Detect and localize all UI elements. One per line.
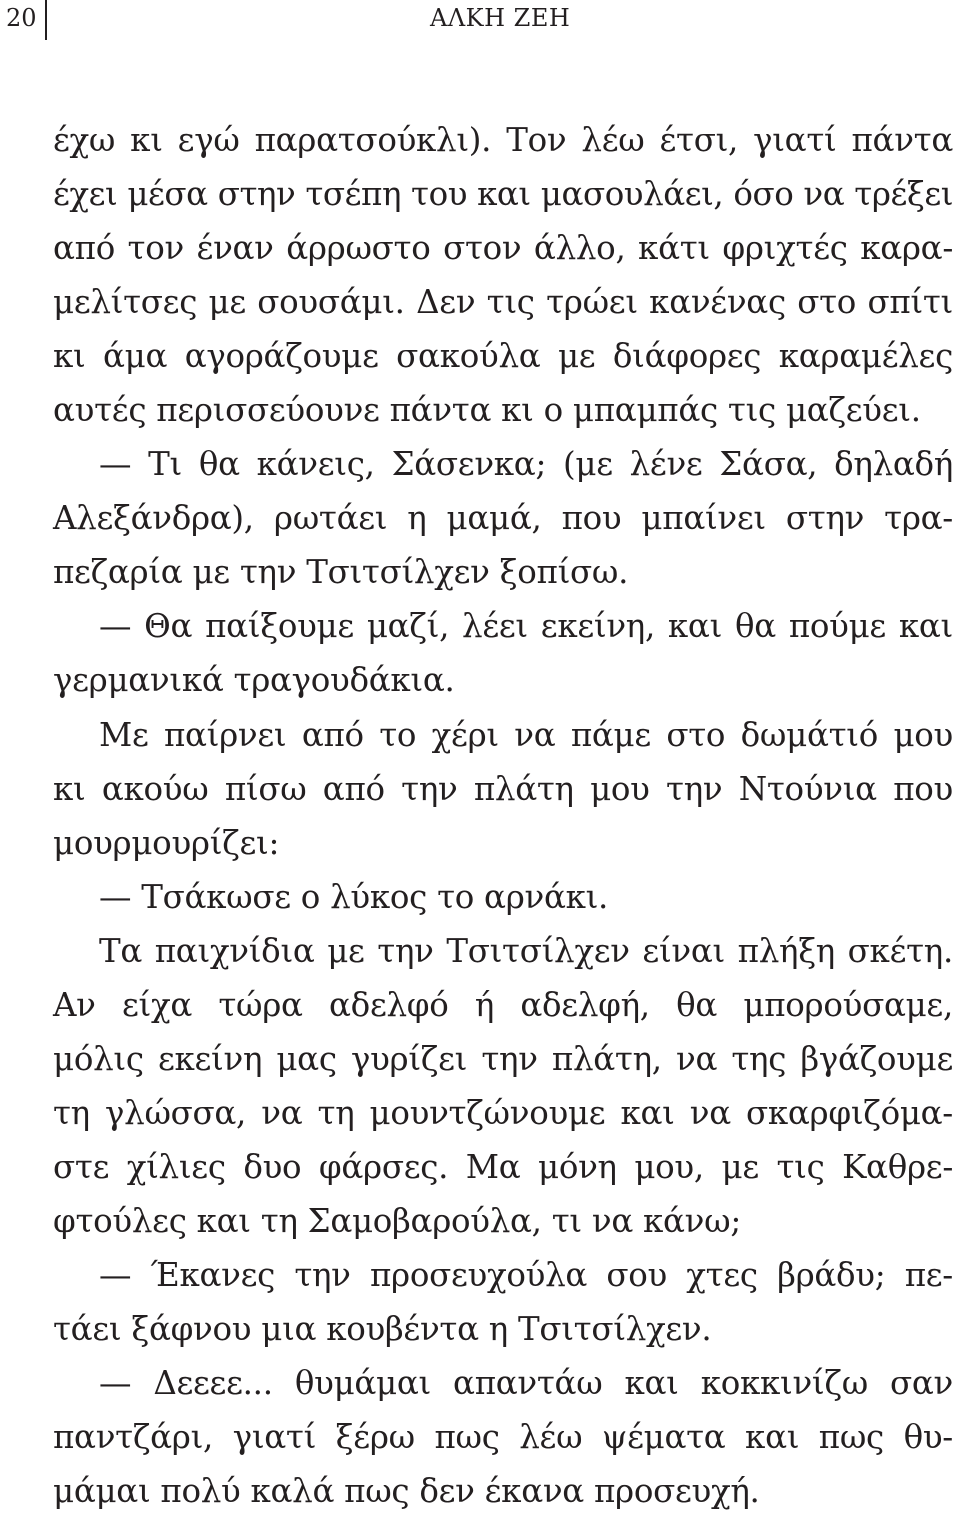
text-line: κι ακούω πίσω από την πλάτη μου την Ντούνια που bbox=[53, 769, 953, 808]
text-line: — Τι θα κάνεις, Σάσενκα; (με λένε Σάσα, δηλαδή bbox=[99, 445, 953, 484]
text-line: από τον έναν άρρωστο στον άλλο, κάτι φριχτές καρα- bbox=[53, 229, 953, 268]
text-line: τη γλώσσα, να τη μουντζώνουμε και να σκαρφιζόμα- bbox=[53, 1093, 953, 1132]
text-line: παντζάρι, γιατί ξέρω πως λέω ψέματα και πως θυ- bbox=[53, 1418, 953, 1457]
text-line: πεζαρία με την Τσιτσίλχεν ξοπίσω. bbox=[53, 553, 629, 592]
text-line: κι άμα αγοράζουμε σακούλα με διάφορες καραμέλες bbox=[53, 337, 953, 376]
text-line: γερμανικά τραγουδάκια. bbox=[53, 661, 455, 700]
page-header bbox=[0, 0, 960, 40]
text-line: — Τσάκωσε ο λύκος το αρνάκι. bbox=[99, 877, 609, 916]
text-line: αυτές περισσεύουνε πάντα κι ο μπαμπάς τις μαζεύει. bbox=[53, 391, 921, 430]
page-number: 20 bbox=[6, 4, 37, 32]
text-line: Με παίρνει από το χέρι να πάμε στο δωμάτιό μου bbox=[99, 715, 953, 754]
text-line: στε χίλιες δυο φάρσες. Μα μόνη μου, με τις Καθρε- bbox=[53, 1147, 953, 1186]
text-line: έχει μέσα στην τσέπη του και μασουλάει, όσο να τρέξει bbox=[53, 175, 953, 214]
header-divider bbox=[45, 0, 47, 40]
text-line: έχω κι εγώ παρατσούκλι). Τον λέω έτσι, γιατί πάντα bbox=[53, 121, 953, 159]
text-line: μουρμουρίζει: bbox=[53, 823, 280, 862]
text-line: μελίτσες με σουσάμι. Δεν τις τρώει κανένας στο σπίτι bbox=[53, 283, 953, 322]
text-line: μόλις εκείνη μας γυρίζει την πλάτη, να της βγάζουμε bbox=[53, 1039, 953, 1078]
body-text bbox=[53, 113, 953, 1518]
text-line: Αλεξάνδρα), ρωτάει η μαμά, που μπαίνει στην τρα- bbox=[53, 499, 953, 538]
text-line: — Δεεεε... θυμάμαι απαντάω και κοκκινίζω σαν bbox=[99, 1364, 953, 1403]
running-title: ΑΛΚΗ ΖΕΗ bbox=[430, 4, 571, 32]
text-line: μάμαι πολύ καλά πως δεν έκανα προσευχή. bbox=[53, 1472, 760, 1511]
text-line: φτούλες και τη Σαμοβαρούλα, τι να κάνω; bbox=[53, 1201, 741, 1240]
text-line: Αν είχα τώρα αδελφό ή αδελφή, θα μπορούσαμε, bbox=[53, 985, 953, 1024]
text-line: — Θα παίξουμε μαζί, λέει εκείνη, και θα πούμε και bbox=[99, 607, 953, 646]
text-line: Τα παιχνίδια με την Τσιτσίλχεν είναι πλήξη σκέτη. bbox=[99, 931, 953, 970]
text-line: τάει ξάφνου μια κουβέντα η Τσιτσίλχεν. bbox=[53, 1310, 712, 1349]
text-line: — Έκανες την προσευχούλα σου χτες βράδυ; πε- bbox=[99, 1255, 953, 1294]
